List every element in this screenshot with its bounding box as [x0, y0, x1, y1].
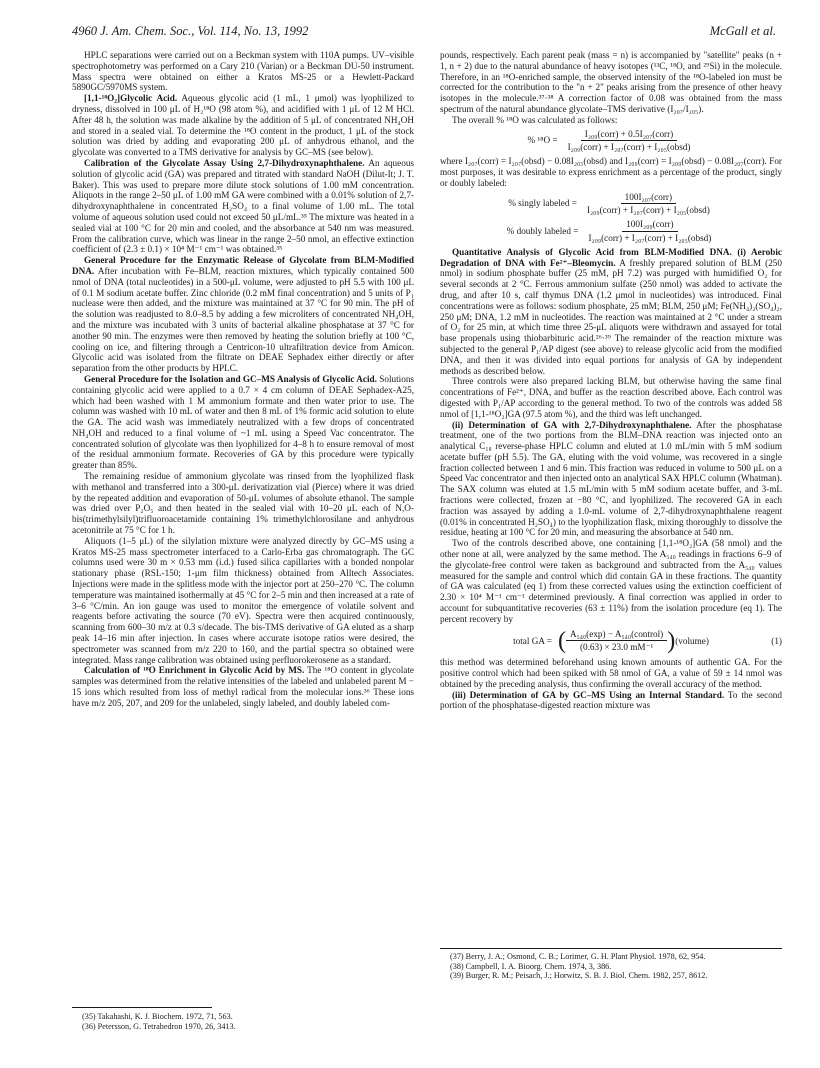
- equation-lhs: % ¹⁸O =: [527, 135, 558, 146]
- left-paren: (: [557, 627, 566, 654]
- equation-fraction: [583, 192, 714, 217]
- equation-numerator: A₅₄₀(exp) − A₅₄₀(control): [566, 629, 667, 642]
- footnote-39: (39) Burger, R. M.; Peisach, J.; Horwitz, S. B. J. Biol. Chem. 1982, 257, 8612.: [450, 971, 708, 981]
- paragraph-overall-o18: The overall % ¹⁸O was calculated as follows:: [452, 114, 618, 125]
- paragraph-two-controls: Two of the controls described above, one containing [1,1-¹⁸O₂]GA (58 nmol) and the other none at all, were analyzed by the same method. The A₅₄₀ readings in fractions 6–9 of the glycolate-free control were taken as background and subtracted from the A₅₄₀ values measured for the sample and control which did contain GA in these fractions. The quantity of GA was calculated (eq 1) from these corrected values using the extinction coefficient of 2.30 × 10⁴ M⁻¹ cm⁻¹ determined previously. A final correction was applied in order to account for subquantitative recoveries (63 ± 11%) from the isolation procedure (eq 1). The percent recovery by: [440, 538, 782, 624]
- authors-header: McGall et al.: [709, 24, 776, 38]
- paragraph-text: Aqueous glycolic acid (1 mL, 1 μmol) was lyophilized to dryness, dissolved in 100 μL of H₂¹⁸O (98 atom %), and acidified with 1 μL of 12 M HCl. After 48 h, the solution was made alkaline by the addition of 5 μL of concentrated NH₄OH and stored in a sealed vial. To determine the ¹⁸O content in the product, 1 μL of the stock solution was dried by adding and evaporating 200 μL of anhydrous ethanol, and the glycolate was converted to a TMS derivative for analysis by GC–MS (see below).: [72, 93, 414, 158]
- right-footnotes: [440, 948, 782, 981]
- paragraph-recovery: this method was determined beforehand using known amounts of authentic GA. For the positive control which had been spiked with 58 nmol of GA, a value of 59 ± 14 nmol was obtained by the preceding analysis, thus confirming the overall accuracy of the method.: [440, 657, 782, 689]
- paragraph-dihydroxynaphthalene: [440, 420, 782, 539]
- section-heading: Calculation of ¹⁸O Enrichment in Glycolic Acid by MS.: [84, 665, 305, 676]
- equation-number: (1): [771, 635, 782, 646]
- left-column: [72, 50, 414, 709]
- journal-citation-header: 4960 J. Am. Chem. Soc., Vol. 114, No. 13, 1992: [72, 24, 309, 38]
- paragraph-labeled-glycolic-acid: [72, 93, 414, 158]
- paragraph-text: To the second portion of the phosphatase-digested reaction mixture was: [440, 689, 782, 711]
- equation-denominator: (0.63) × 23.0 mM⁻¹: [579, 642, 654, 653]
- section-heading: (iii) Determination of GA by GC–MS Using an Internal Standard.: [452, 689, 725, 700]
- paragraph-controls: Three controls were also prepared lacking BLM, but otherwise having the same final concentrations of Fe²⁺, DNA, and buffer as the reaction described above. Each control was digested with P₁/AP according to the general method. To two of the controls was added 58 nmol of [1,1-¹⁸O₂]GA (97.5 atom %), and the third was left unchanged.: [440, 376, 782, 419]
- footnote-35: (35) Takahashi, K. J. Biochem. 1972, 71, 563.: [82, 1012, 233, 1021]
- section-heading: General Procedure for the Enzymatic Release of Glycolate from BLM-Modified DNA.: [72, 255, 414, 276]
- paragraph-text: After the phosphatase treatment, one of the two portions from the BLM–DNA reaction was injected onto an analytical C₁₈ reverse-phase HPLC column and eluted at 1.0 mL/min with 5 mM sodium acetate buffer (pH 5.5). The GA, eluting with the void volume, was recovered in a single fraction collected between 1 and 6 min. This fraction was reduced in volume to 500 μL on a Speed Vac concentrator and then injected onto an analytical SAX HPLC column (Whatman). The SAX column was eluted at 1.5 mL/min with 5 mM sodium acetate buffer, and 3-mL fractions were collected, frozen at −80 °C, and lyophilized. The recovered GA in each fraction was assayed by adding a 1.0-mL volume of 2,7-dihydroxynaphthalene reagent (0.01% in concentrated H₂SO₄) to the lyophilization flask, mixing thoroughly to dissolve the residue, heating at 100 °C for 20 min, and measuring the absorbance at 540 nm.: [440, 419, 782, 538]
- equation-denominator: I₂₀₉(corr) + I₂₀₇(corr) + I₂₀₅(obsd): [588, 232, 712, 243]
- section-heading: (ii) Determination of GA with 2,7-Dihydroxynaphthalene.: [452, 419, 692, 430]
- paragraph-quantitative-analysis: [440, 247, 782, 377]
- section-heading: General Procedure for the Isolation and GC–MS Analysis of Glycolic Acid.: [84, 373, 377, 384]
- equation-doubly-labeled: [440, 219, 782, 244]
- equation-total-ga: [440, 629, 782, 654]
- section-heading: [1,1-¹⁸O₂]Glycolic Acid.: [84, 93, 178, 104]
- section-heading: Calibration of the Glycolate Assay Using 2,7-Dihydroxynaphthalene.: [84, 157, 365, 168]
- equation-fraction: [564, 129, 695, 154]
- right-paren: ): [667, 627, 676, 654]
- running-header: [72, 24, 776, 42]
- paragraph-text: After incubation with Fe–BLM, reaction mixtures, which typically contained 500 nmol of DNA (total nucleotides) in a 500-μL volume, were adjusted to pH 5.5 with 100 μL of 0.1 M sodium acetate buffer. Zinc chloride (0.2 mM final concentration) and 5 units of P₁ nuclease were then added, and the mixture was maintained at 37 °C for 90 min. The pH of the solution was readjusted to 8.0–8.5 by adding a few microliters of concentrated NH₄OH, and the mixture was incubated with 3 units of bacterial alkaline phosphatase at 37 °C for another 90 min. The enzymes were then removed by heating the solution briefly at 100 °C, cooling on ice, and filtering through a Centricon-10 ultrafiltration device from Amicon. Glycolic acid was isolated from the filtrate on DEAE Sephadex either directly or after separation from the other products by HPLC.: [72, 265, 414, 374]
- equation-numerator: I₂₀₉(corr) + 0.5I₂₀₇(corr): [581, 129, 677, 142]
- equation-rhs: (volume): [675, 635, 709, 646]
- paragraph-isolation-gcms: [72, 374, 414, 471]
- equation-fraction: [566, 629, 667, 654]
- paragraph-instruments: HPLC separations were carried out on a Beckman system with 110A pumps. UV–visible spectrophotometry was performed on a Cary 210 (Varian) or a Beckman DU-50 instrument. Mass spectra were obtained on either a Kratos MS-25 or a Hewlett-Packard 5890GC/5970MS system.: [72, 50, 414, 93]
- paragraph-calibration: [72, 158, 414, 255]
- footnote-38: (38) Campbell, I. A. Bioorg. Chem. 1974, 3, 386.: [450, 961, 612, 971]
- footnote-36: (36) Petersson, G. Tetrahedron 1970, 26, 3413.: [82, 1021, 236, 1031]
- paragraph-enrichment-calculation: [72, 665, 414, 708]
- equation-singly-labeled: [440, 192, 782, 217]
- equation-denominator: I₂₀₉(corr) + I₂₀₇(corr) + I₂₀₅(obsd): [586, 205, 710, 216]
- paragraph-text: The ¹⁸O content in glycolate samples was determined from the relative intensities of the labeled and unlabeled parent M − 15 ions which resulted from loss of methyl radical from the molecular ions.³⁶ These ions have m/z 205, 207, and 209 for the unlabeled, singly labeled, and doubly labeled com-: [72, 665, 415, 708]
- paragraph-satellite-peaks: pounds, respectively. Each parent peak (mass = n) is accompanied by "satellite" peaks (n + 1, n + 2) due to the natural abundance of heavy isotopes (¹³C, ¹⁸O, and ²⁹Si) in the molecule. Therefore, in an ¹⁸O-enriched sample, the observed intensity of the ¹⁸O-labeled ion must be corrected for the contribution to the "n + 2" peaks arising from the presence of other heavy isotopes in the molecule.³⁷·³⁸ A correction factor of 0.08 was obtained from the mass spectrum of the natural abundance glycolate–TMS derivative (I₂₀₇/I₂₀₅).: [440, 50, 782, 114]
- footnote-37: (37) Berry, J. A.; Osmond, C. B.; Lorimer, G. H. Plant Physiol. 1978, 62, 954.: [450, 952, 706, 961]
- paragraph-text: A freshly prepared solution of BLM (250 nmol) in sodium phosphate buffer (25 mM, pH 7.2) was purged with humidified O₂ for several seconds at 2 °C. Ferrous ammonium sulfate (250 nmol) was added to activate the drug, and after 10 s, calf thymus DNA (1.2 μmol in nucleotides) was introduced. Final concentrations were as follows: sodium phosphate, 25 mM; BLM, 250 μM; Fe(NH₄)₂(SO₄)₂, 250 μM; DNA, 1.2 mM in nucleotides. The reaction was maintained at 2 °C under a stream of O₂ for 25 min, at which time three 25-μL aliquots were withdrawn and assayed for total base propenals using thiobarbituric acid.²⁶·³⁹ The remainder of the reaction mixture was subjected to the general P₁/AP digest (see above) to release glycolic acid from the modified DNA, and then it was divided into equal portions for analysis of GA by independent methods as described below.: [440, 257, 782, 376]
- section-heading: Quantitative Analysis of Glycolic Acid from BLM-Modified DNA. (i) Aerobic Degradation of DNA with Fe²⁺–Bleomycin.: [440, 246, 782, 268]
- equation-denominator: I₂₀₉(corr) + I₂₀₇(corr) + I₂₀₅(obsd): [567, 142, 691, 153]
- equation-fraction: [584, 219, 715, 244]
- right-column: [440, 50, 782, 711]
- left-footnotes: [72, 1007, 236, 1031]
- paragraph-aliquots: Aliquots (1–5 μL) of the silylation mixture were analyzed directly by GC–MS using a Kratos MS-25 mass spectrometer interfaced to a Carlo-Erba gas chromatograph. The GC columns used were 30 m × 0.53 mm (i.d.) fused silica capillaries with a bonded nonpolar stationary phase (RSL-150; 1-μm film thickness) obtained from Alltech Associates. Injections were made in the splitless mode with the injector port at 250–270 °C. The column temperature was maintained isothermally at 45 °C for 2–5 min and then increased at a rate of 3–6 °C/min. An ion gauge was used to monitor the emergence of volatile solvent and reagents before activating the source (70 eV). Spectra were then acquired continuously, scanning from 600–30 m/z at 0.3 s/decade. The bis-TMS derivative of GA eluted as a sharp peak 14–16 min after injection. In cases where accurate isotope ratios were desired, the spectrometer was scanned from m/z 220 to 160, and the partial spectra so obtained were integrated. Mass range calibration was obtained using perfluorokerosene as a standard.: [72, 535, 414, 665]
- paragraph-text: An aqueous solution of glycolic acid (GA) was prepared and titrated with standard NaOH (Dilut-It; J. T. Baker). This was used to prepare more dilute stock solutions of 1.00 mM concentration. Aliquots in the range 2–50 μL of 1.00 mM GA were combined with a 0.01% solution of 2,7-dihydroxynaphthalene in concentrated H₂SO₄ to a final volume of 1.00 mL. The total volume of aqueous solution used could not exceed 50 μL/mL.³⁵ The mixture was heated in a sealed vial at 100 °C for 20 min and cooled, and the absorbance at 540 nm was measured. From the calibration curve, which was linear in the range 2–50 nmol, an effective extinction coefficient of (2.3 ± 0.1) × 10⁴ M⁻¹ cm⁻¹ was obtained.³⁵: [72, 157, 414, 255]
- equation-lhs: % singly labeled =: [508, 198, 577, 209]
- equation-lhs: % doubly labeled =: [506, 226, 579, 237]
- paragraph-corrections: where I₂₀₇(corr) = I₂₀₇(obsd) − 0.08I₂₀₅(obsd) and I₂₀₉(corr) = I₂₀₉(obsd) − 0.08I₂₀₇(corr). For most purposes, it was desirable to express enrichment as a percentage of the product, singly or doubly labeled:: [440, 156, 782, 188]
- paragraph-text: Solutions containing glycolic acid were applied to a 0.7 × 4 cm column of DEAE Sephadex-A25, which had been washed with 1 M ammonium formate and then water prior to use. The column was washed with 10 mL of water and then 8 mL of 1% formic acid solution to elute the GA. The acid wash was immediately neutralized with a few drops of concentrated NH₄OH and reduced to a final volume of ~1 mL using a Speed Vac concentrator. The concentrated solution of glycolate was then lyophilized for 4–8 h to ensure removal of most of the residual ammonium formate. Recoveries of GA by this procedure were typically greater than 85%.: [72, 373, 414, 471]
- paragraph-gcms-internal-standard: [440, 690, 782, 712]
- equation-numerator: 100I₂₀₇(corr): [621, 192, 676, 205]
- paragraph-residue: The remaining residue of ammonium glycolate was rinsed from the lyophilized flask with methanol and transferred into a 300-μL derivatization vial (Pierce) where it was dried by the repeated addition and evaporation of 50-μL volumes of absolute ethanol. The sample was dried over P₂O₅ and then heated in the sealed vial with 10–20 μL each of N,O-bis(trimethylsilyl)trifluoroacetamide containing 1% trimethylchlorosilane and anhydrous acetonitrile at 75 °C for 1 h.: [72, 471, 414, 536]
- paragraph-enzymatic-release: [72, 255, 414, 374]
- equation-percent-o18: [440, 129, 782, 154]
- equation-lhs: total GA =: [513, 635, 552, 646]
- equation-numerator: 100I₂₀₉(corr): [622, 219, 677, 232]
